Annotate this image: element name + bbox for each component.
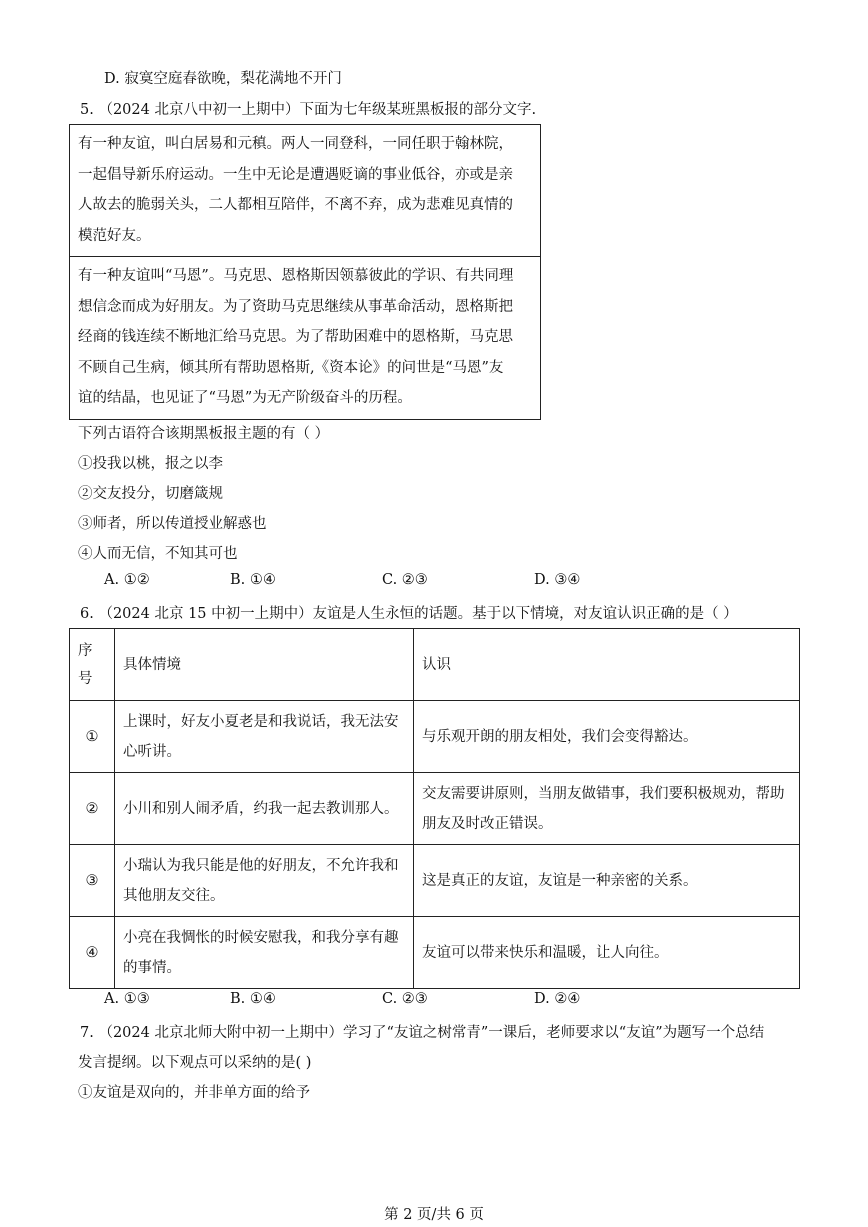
q6-row-view: 友谊可以带来快乐和温暖，让人向往。 — [414, 917, 800, 989]
q6-table — [69, 628, 800, 989]
q6-row-view: 交友需要讲原则，当朋友做错事，我们要积极规劝，帮助朋友及时改正错误。 — [414, 773, 800, 845]
q6-row-situation: 小瑞认为我只能是他的好朋友，不允许我和其他朋友交往。 — [115, 845, 414, 917]
q5-box-2 — [69, 256, 541, 420]
q5-box1-line: 有一种友谊，叫白居易和元稹。两人一同登科，一同任职于翰林院， — [78, 136, 513, 152]
q6-option-d[interactable]: D. ②④ — [534, 991, 581, 1007]
q5-item: ①投我以桃，报之以李 — [78, 456, 223, 472]
q5-option-c[interactable]: C. ②③ — [382, 572, 428, 588]
prev-option-d: D. 寂寞空庭春欲晚，梨花满地不开门 — [104, 71, 342, 87]
q6-header-row — [70, 629, 800, 701]
q7-stem-line1: 7. （2024 北京北师大附中初一上期中）学习了“友谊之树常青”一课后，老师要求以“友谊”为题写一个总结 — [80, 1025, 765, 1041]
q6-option-a[interactable]: A. ①③ — [104, 991, 150, 1007]
q5-stem: 5. （2024 北京八中初一上期中）下面为七年级某班黑板报的部分文字. — [80, 102, 537, 118]
q5-box2-line: 不顾自己生病，倾其所有帮助恩格斯,《资本论》的问世是“马恩”友 — [78, 359, 504, 376]
table-row — [70, 701, 800, 773]
q6-option-c[interactable]: C. ②③ — [382, 991, 428, 1007]
q6-row-situation: 小亮在我惆怅的时候安慰我，和我分享有趣的事情。 — [115, 917, 414, 989]
q6-row-num: ④ — [70, 917, 115, 989]
q6-row-num: ③ — [70, 845, 115, 917]
q5-box1-line: 模范好友。 — [78, 227, 151, 244]
q6-header-situation: 具体情境 — [115, 629, 414, 701]
q6-row-situation: 上课时，好友小夏老是和我说话，我无法安心听讲。 — [115, 701, 414, 773]
q6-options — [0, 991, 868, 1013]
q6-option-b[interactable]: B. ①④ — [230, 991, 276, 1007]
q5-option-d[interactable]: D. ③④ — [534, 572, 581, 588]
q5-box2-line: 有一种友谊叫“马恩”。马克思、恩格斯因领慕彼此的学识、有共同理 — [78, 268, 514, 284]
table-row — [70, 917, 800, 989]
q5-item: ③师者，所以传道授业解惑也 — [78, 516, 267, 532]
q5-box1-line: 一起倡导新乐府运动。一生中无论是遭遇贬谪的事业低谷，亦或是亲 — [78, 166, 513, 183]
q6-header-num: 序号 — [70, 629, 115, 701]
q5-box2-line: 经商的钱连续不断地汇给马克思。为了帮助困难中的恩格斯，马克思 — [78, 329, 513, 345]
q5-option-a[interactable]: A. ①② — [104, 572, 150, 588]
q6-stem: 6. （2024 北京 15 中初一上期中）友谊是人生永恒的话题。基于以下情境，对友谊认识正确的是（ ） — [80, 606, 738, 622]
table-row — [70, 773, 800, 845]
q6-row-view: 与乐观开朗的朋友相处，我们会变得豁达。 — [414, 701, 800, 773]
q5-box2-line: 谊的结晶，也见证了“马恩”为无产阶级奋斗的历程。 — [78, 390, 412, 406]
table-row — [70, 845, 800, 917]
q5-box-1 — [69, 124, 541, 257]
page-footer: 第 2 页/共 6 页 — [384, 1207, 484, 1223]
q5-box1-line: 人故去的脆弱关头，二人都相互陪伴，不离不弃，成为悲难见真情的 — [78, 197, 513, 213]
q6-row-num: ② — [70, 773, 115, 845]
q7-item: ①友谊是双向的，并非单方面的给予 — [78, 1085, 310, 1101]
q7-stem-line2: 发言提纲。以下观点可以采纳的是( ) — [78, 1055, 312, 1071]
q5-item: ②交友投分，切磨箴规 — [78, 486, 223, 502]
q6-row-num: ① — [70, 701, 115, 773]
q5-option-b[interactable]: B. ①④ — [230, 572, 276, 588]
q6-row-situation: 小川和别人闹矛盾，约我一起去教训那人。 — [115, 773, 414, 845]
q5-item: ④人而无信，不知其可也 — [78, 546, 238, 562]
q5-question: 下列古语符合该期黑板报主题的有（ ） — [78, 426, 330, 442]
q5-box2-line: 想信念而成为好朋友。为了资助马克思继续从事革命活动，恩格斯把 — [78, 298, 513, 315]
q6-row-view: 这是真正的友谊，友谊是一种亲密的关系。 — [414, 845, 800, 917]
q6-header-view: 认识 — [414, 629, 800, 701]
q5-options — [0, 572, 868, 594]
